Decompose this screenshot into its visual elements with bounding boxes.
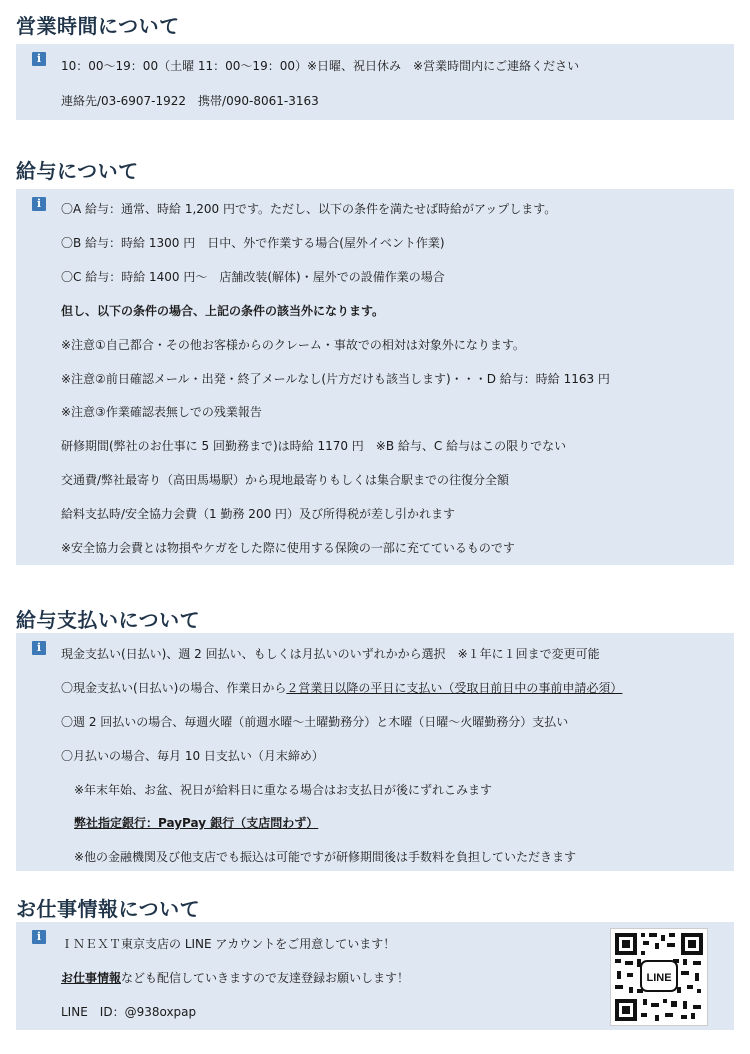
payment-line-text: 〇現金支払い(日払い)の場合、作業日から [61, 681, 287, 695]
job-line: ＩＮＥＸＴ東京支店の LINE アカウントをご用意しています！ [61, 937, 396, 951]
payment-line: 現金支払い(日払い)、週 2 回払い、もしくは月払いのいずれかから選択 ※１年に１回まで変更可能 [61, 647, 600, 661]
job-info-bold: お仕事情報 [61, 971, 122, 985]
info-icon: i [32, 641, 46, 655]
qr-label: LINE [646, 972, 672, 984]
payment-line: ※他の金融機関及び他支店でも振込は可能ですが研修期間後は手数料を負担していただきます [74, 850, 577, 864]
salary-line: 〇A 給与：通常、時給 1,200 円です。ただし、以下の条件を満たせば時給がアップします。 [61, 202, 557, 216]
payment-line [61, 679, 622, 696]
contact-line: 連絡先/03-6907-1922 携帯/090-8061-3163 [61, 94, 319, 108]
info-icon: i [32, 930, 46, 944]
qr-code [610, 928, 708, 1026]
salary-condition-note: 但し、以下の条件の場合、上記の条件の該当外になります。 [61, 304, 385, 318]
payment-title: 給与支払いについて [16, 608, 201, 632]
salary-title: 給与について [16, 159, 139, 183]
job-line [61, 969, 409, 986]
payment-box [16, 633, 734, 871]
salary-line: ※注意②前日確認メール・出発・終了メールなし(片方だけも該当します)・・・D 給与：時給 1163 円 [61, 372, 610, 386]
salary-line: 研修期間(弊社のお仕事に 5 回勤務まで)は時給 1170 円 ※B 給与、C 給与はこの限りでない [61, 439, 567, 453]
line-id: LINE ID：@938oxpap [61, 1005, 197, 1019]
payment-line: ※年末年始、お盆、祝日が給料日に重なる場合はお支払日が後にずれこみます [74, 783, 493, 797]
payment-line: 〇週 2 回払いの場合、毎週火曜（前週水曜～土曜勤務分）と木曜（日曜～火曜勤務分）支払い [61, 715, 569, 729]
payment-line-underlined: ２営業日以降の平日に支払い（受取日前日中の事前申請必須） [286, 681, 623, 695]
salary-box [16, 189, 734, 565]
salary-line: ※安全協力会費とは物損やケガをした際に使用する保険の一部に充てているものです [61, 541, 515, 555]
salary-line: ※注意①自己都合・その他お客様からのクレーム・事故での相対は対象外になります。 [61, 338, 525, 352]
salary-line: ※注意③作業確認表無しでの残業報告 [61, 405, 262, 419]
qr-code-graphic [611, 929, 707, 1025]
salary-line: 交通費/弊社最寄り（高田馬場駅）から現地最寄りもしくは集合駅までの往復分全額 [61, 473, 510, 487]
salary-line: 〇C 給与：時給 1400 円～ 店舗改装(解体)・屋外での設備作業の場合 [61, 270, 445, 284]
job-title: お仕事情報について [16, 897, 201, 921]
job-box [16, 922, 734, 1030]
payment-line: 〇月払いの場合、毎月 10 日支払い（月末締め） [61, 749, 324, 763]
hours-box [16, 44, 734, 120]
bank-line: 弊社指定銀行：PayPay 銀行（支店問わず） [74, 816, 319, 830]
hours-title: 営業時間について [16, 14, 180, 38]
salary-line: 〇B 給与：時給 1300 円 日中、外で作業する場合(屋外イベント作業) [61, 236, 445, 250]
info-icon: i [32, 52, 46, 66]
job-info-rest: なども配信していきますので友達登録お願いします！ [121, 971, 410, 985]
hours-line: 10：00～19：00（土曜 11：00～19：00）※日曜、祝日休み ※営業時間内にご連絡ください [61, 59, 580, 73]
salary-line: 給料支払時/安全協力会費（1 勤務 200 円）及び所得税が差し引かれます [61, 507, 456, 521]
info-icon: i [32, 197, 46, 211]
